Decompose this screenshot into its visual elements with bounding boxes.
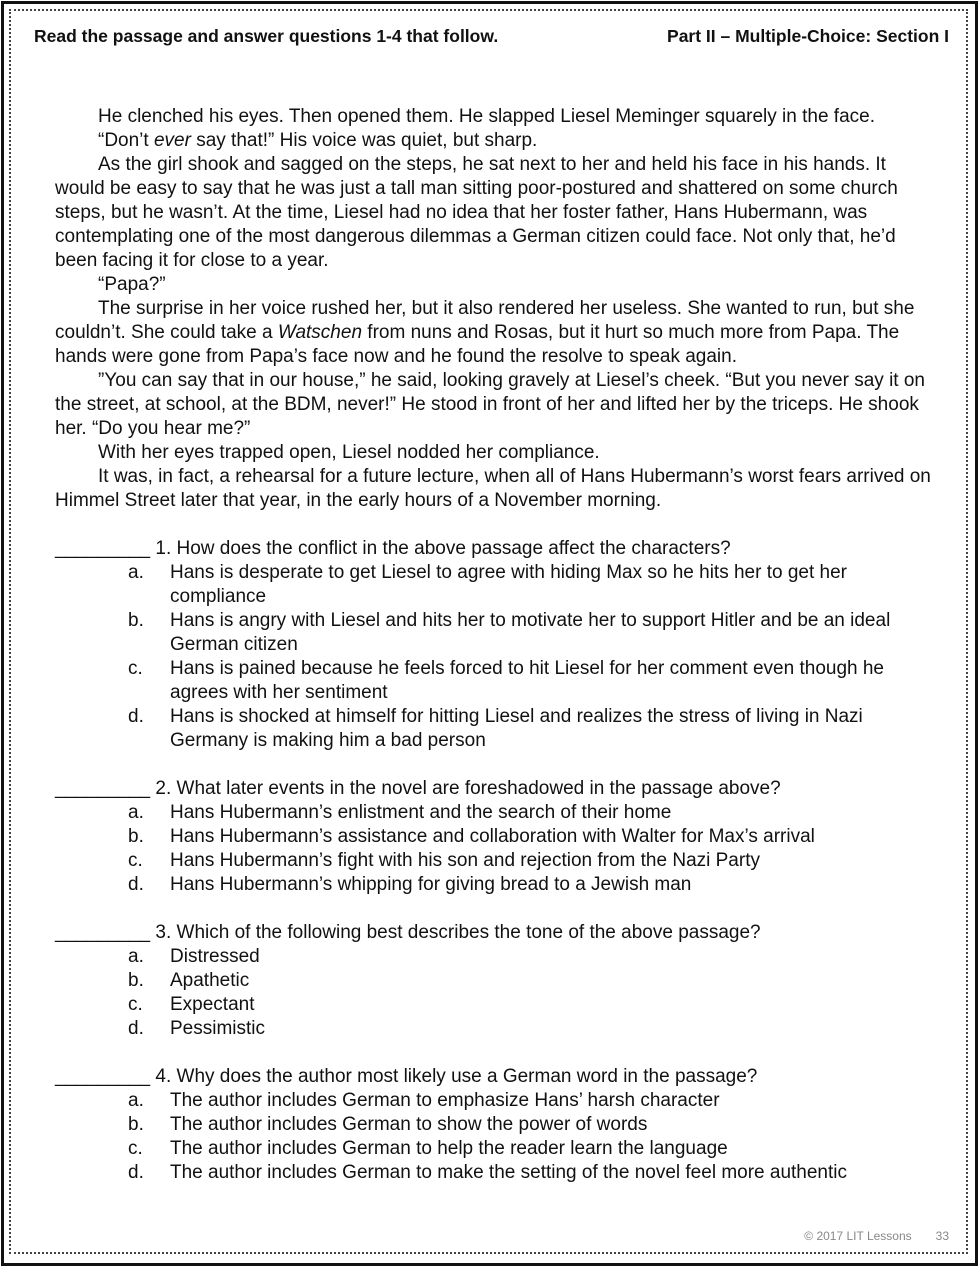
answer-blank[interactable]: _________ (55, 778, 151, 799)
answer-option (55, 1113, 935, 1137)
option-letter: b. (128, 826, 144, 847)
paragraph-text: from nuns and Rosas, but it hurt so much more from Papa. The hands were gone from Papa’s face now and he found the resolve to speak again. (55, 322, 900, 367)
answer-option (55, 1089, 935, 1113)
option-letter: b. (128, 970, 144, 991)
option-letter-cell (55, 849, 170, 873)
passage-paragraph (55, 273, 935, 297)
option-letter: c. (128, 994, 143, 1015)
option-letter-cell (55, 993, 170, 1017)
option-text: Hans is pained because he feels forced to hit Liesel for her comment even though he agrees with her sentiment (170, 658, 884, 703)
option-letter-cell (55, 825, 170, 849)
option-text: The author includes German to show the power of words (170, 1114, 648, 1135)
passage-paragraph (55, 297, 935, 369)
option-letter-cell (55, 1137, 170, 1161)
spacer (55, 897, 935, 921)
emphasized-word: Watschen (277, 322, 363, 343)
question-text: 4. Why does the author most likely use a German word in the passage? (150, 1066, 758, 1087)
question-text: 3. Which of the following best describes the tone of the above passage? (150, 922, 761, 943)
option-text: Expectant (170, 994, 255, 1015)
question (55, 537, 935, 561)
option-text: Hans is angry with Liesel and hits her to motivate her to support Hitler and be an ideal German citizen (170, 610, 891, 655)
option-text: Hans is shocked at himself for hitting Liesel and realizes the stress of living in Nazi Germany is making him a bad person (170, 706, 863, 751)
answer-option (55, 609, 935, 657)
option-text: Hans Hubermann’s assistance and collaboration with Walter for Max’s arrival (170, 826, 815, 847)
paragraph-text: The surprise in her voice rushed her, but it also rendered her useless. She wanted to run, but she couldn’t. She could take a (55, 298, 915, 343)
answer-option (55, 801, 935, 825)
answer-option (55, 657, 935, 705)
worksheet-content (55, 105, 935, 1185)
instructions: Read the passage and answer questions 1-4 that follow. (34, 26, 499, 46)
answer-option (55, 1161, 935, 1185)
question-text: 1. How does the conflict in the above passage affect the characters? (150, 538, 731, 559)
passage (55, 105, 935, 513)
spacer (55, 753, 935, 777)
question-text: 2. What later events in the novel are foreshadowed in the passage above? (150, 778, 781, 799)
question (55, 1065, 935, 1089)
option-text: Hans is desperate to get Liesel to agree with hiding Max so he hits her to get her compliance (170, 562, 848, 607)
emphasized-word: ever (153, 130, 191, 151)
page-number: 33 (935, 1229, 949, 1243)
answer-option (55, 945, 935, 969)
paragraph-text: As the girl shook and sagged on the steps, he sat next to her and held his face in his hands. It would be easy to say that he was just a tall man sitting poor-postured and shattered on some church steps, but he wasn’t. At the time, Liesel had no idea that her foster father, Hans Hubermann, was contemplating one of the most dangerous dilemmas a German citizen could face. Not only that, he’d been facing it for close to a year. (55, 154, 898, 271)
passage-paragraph (55, 129, 935, 153)
option-letter-cell (55, 945, 170, 969)
option-letter: d. (128, 706, 144, 727)
option-letter-cell (55, 873, 170, 897)
answer-option (55, 1137, 935, 1161)
option-text: Apathetic (170, 970, 250, 991)
answer-option (55, 1017, 935, 1041)
answer-option (55, 561, 935, 609)
question (55, 777, 935, 801)
option-text: Hans Hubermann’s enlistment and the search of their home (170, 802, 672, 823)
paragraph-text: “Don’t (98, 130, 154, 151)
question (55, 921, 935, 945)
paragraph-text: He clenched his eyes. Then opened them. He slapped Liesel Meminger squarely in the face. (98, 106, 875, 127)
option-text: The author includes German to help the reader learn the language (170, 1138, 728, 1159)
answer-blank[interactable]: _________ (55, 1066, 151, 1087)
option-letter-cell (55, 1089, 170, 1113)
option-letter: d. (128, 1018, 144, 1039)
questions (55, 513, 935, 1185)
option-letter: d. (128, 1162, 144, 1183)
passage-paragraph (55, 369, 935, 441)
passage-paragraph (55, 105, 935, 129)
option-text: Distressed (170, 946, 260, 967)
option-letter: b. (128, 610, 144, 631)
answer-option (55, 849, 935, 873)
answer-option (55, 969, 935, 993)
section-title: Part II – Multiple-Choice: Section I (667, 26, 949, 46)
paragraph-text: It was, in fact, a rehearsal for a future lecture, when all of Hans Hubermann’s worst fears arrived on Himmel Street later that year, in the early hours of a November morning. (55, 466, 931, 511)
option-letter-cell (55, 609, 170, 657)
worksheet-header (34, 26, 949, 47)
option-text: Pessimistic (170, 1018, 266, 1039)
answer-option (55, 873, 935, 897)
spacer (55, 513, 935, 537)
copyright: © 2017 LIT Lessons (804, 1229, 912, 1243)
answer-option (55, 993, 935, 1017)
option-letter: c. (128, 658, 143, 679)
option-letter-cell (55, 1113, 170, 1137)
paragraph-text: With her eyes trapped open, Liesel nodded her compliance. (98, 442, 600, 463)
footer (780, 1229, 949, 1243)
option-letter-cell (55, 705, 170, 753)
paragraph-text: say that!” His voice was quiet, but sharp. (190, 130, 538, 151)
option-letter: a. (128, 946, 144, 967)
option-text: Hans Hubermann’s whipping for giving bread to a Jewish man (170, 874, 692, 895)
passage-paragraph (55, 153, 935, 273)
answer-blank[interactable]: _________ (55, 922, 151, 943)
option-letter: a. (128, 802, 144, 823)
option-letter-cell (55, 969, 170, 993)
option-letter-cell (55, 657, 170, 705)
option-letter: c. (128, 1138, 143, 1159)
paragraph-text: “Papa?” (98, 274, 166, 295)
option-letter-cell (55, 1161, 170, 1185)
option-letter-cell (55, 801, 170, 825)
option-text: The author includes German to make the setting of the novel feel more authentic (170, 1162, 847, 1183)
answer-option (55, 705, 935, 753)
option-letter: a. (128, 562, 144, 583)
option-letter-cell (55, 561, 170, 609)
option-letter: d. (128, 874, 144, 895)
spacer (55, 1041, 935, 1065)
option-letter-cell (55, 1017, 170, 1041)
option-text: The author includes German to emphasize Hans’ harsh character (170, 1090, 720, 1111)
option-letter: b. (128, 1114, 144, 1135)
option-text: Hans Hubermann’s fight with his son and rejection from the Nazi Party (170, 850, 760, 871)
option-letter: a. (128, 1090, 144, 1111)
passage-paragraph (55, 465, 935, 513)
paragraph-text: ”You can say that in our house,” he said, looking gravely at Liesel’s cheek. “But you never say it on the street, at school, at the BDM, never!” He stood in front of her and lifted her by the triceps. He shook her. “Do you hear me?” (55, 370, 925, 439)
option-letter: c. (128, 850, 143, 871)
passage-paragraph (55, 441, 935, 465)
answer-option (55, 825, 935, 849)
answer-blank[interactable]: _________ (55, 538, 151, 559)
